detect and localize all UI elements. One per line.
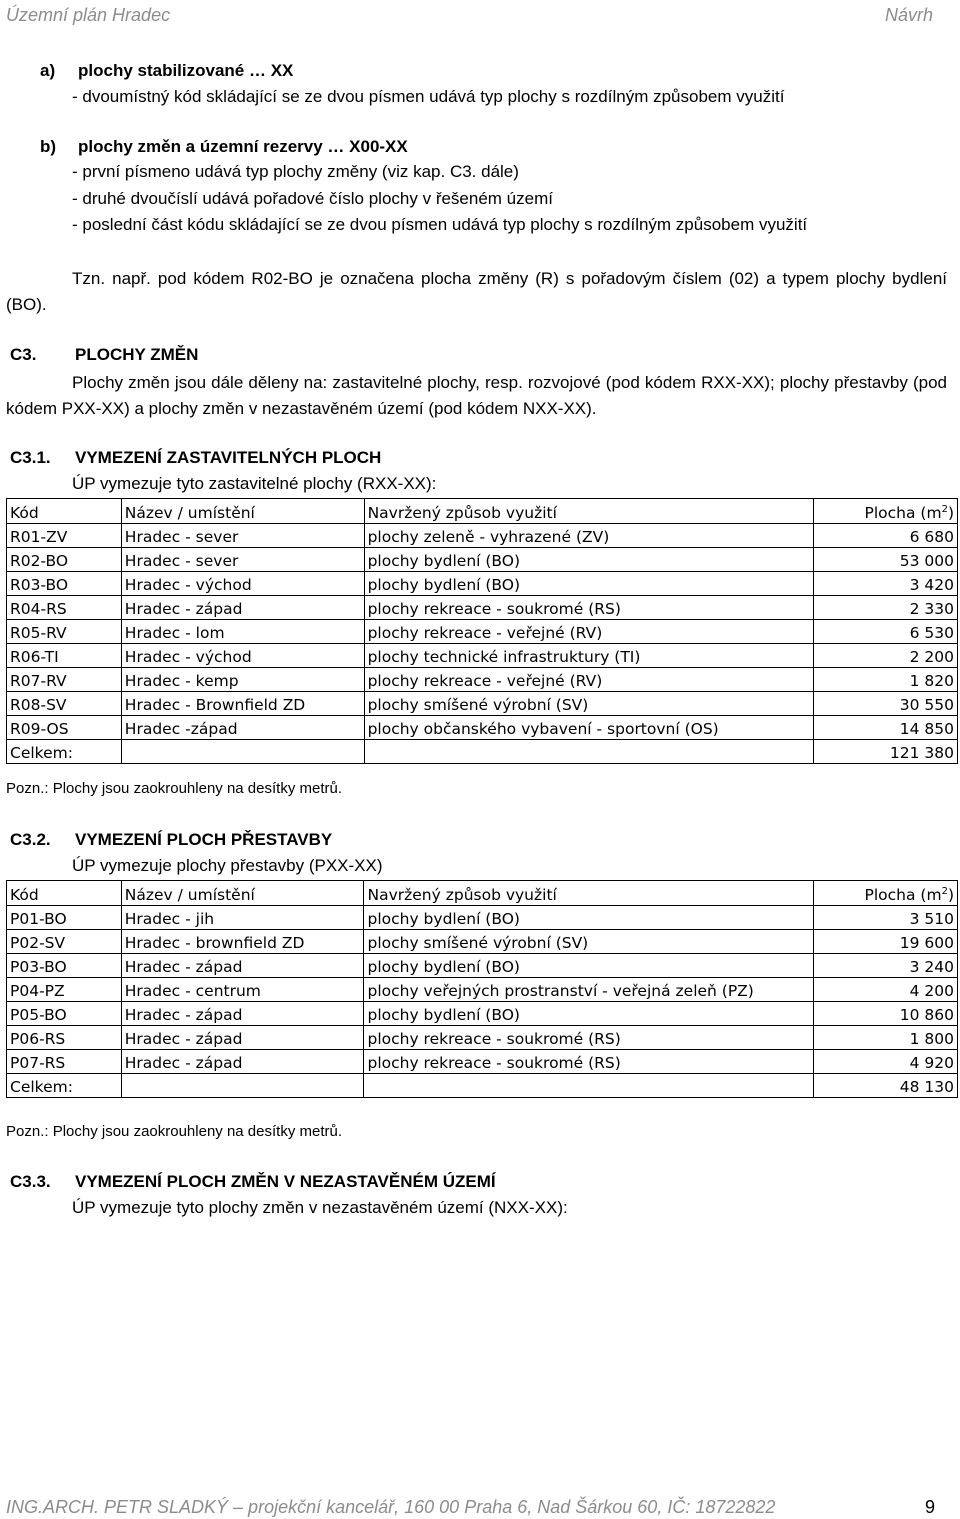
cell-name: Hradec - jih	[121, 906, 364, 930]
item-b-line-3: - poslední část kódu skládající se ze dvou písmen udává typ plochy s rozdílným způsobem využití	[72, 215, 808, 234]
section-c32-number: C3.2.	[10, 830, 51, 849]
cell-code: R01-ZV	[7, 524, 122, 548]
cell-name: Hradec - východ	[121, 572, 364, 596]
table-row	[7, 548, 958, 572]
section-c3-number: C3.	[10, 345, 37, 364]
section-c32-intro: ÚP vymezuje plochy přestavby (PXX-XX)	[72, 856, 383, 875]
cell-name: Hradec - lom	[121, 620, 364, 644]
cell-area: 4 920	[814, 1050, 958, 1074]
cell-use: plochy smíšené výrobní (SV)	[364, 692, 814, 716]
item-a-label: a)	[40, 61, 56, 80]
cell-code: P03-BO	[7, 954, 122, 978]
cell-area: 3 420	[814, 572, 958, 596]
item-a-title: plochy stabilizované … XX	[78, 61, 294, 80]
table-row	[7, 1050, 958, 1074]
section-c31-note: Pozn.: Plochy jsou zaokrouhleny na desítky metrů.	[6, 780, 343, 797]
table-row	[7, 644, 958, 668]
empty-cell	[364, 1074, 814, 1098]
column-header-area: Plocha $(m^2)$	[814, 499, 958, 524]
cell-use: plochy bydlení (BO)	[364, 1002, 814, 1026]
cell-code: R07-RV	[7, 668, 122, 692]
cell-code: R08-SV	[7, 692, 122, 716]
cell-name: Hradec - západ	[121, 1026, 364, 1050]
footer-author: ING.ARCH. PETR SLADKÝ – projekční kancelář, 160 00 Praha 6, Nad Šárkou 60, IČ: 18722822	[6, 1497, 776, 1517]
cell-name: Hradec - západ	[121, 954, 364, 978]
total-label: Celkem:	[7, 740, 122, 764]
table-row	[7, 954, 958, 978]
section-c3-title: PLOCHY ZMĚN	[75, 345, 199, 364]
column-header-use: Navržený způsob využití	[364, 881, 814, 906]
cell-use: plochy bydlení (BO)	[364, 548, 814, 572]
item-b-line-1: - první písmeno udává typ plochy změny (viz kap. C3. dále)	[72, 162, 519, 181]
cell-name: Hradec - centrum	[121, 978, 364, 1002]
cell-code: R06-TI	[7, 644, 122, 668]
empty-cell	[364, 740, 814, 764]
cell-area: 6 680	[814, 524, 958, 548]
section-c33-number: C3.3.	[10, 1172, 51, 1191]
header-title: Územní plán Hradec	[6, 5, 171, 25]
cell-use: plochy technické infrastruktury (TI)	[364, 644, 814, 668]
column-header-name: Název / umístění	[121, 499, 364, 524]
table-row	[7, 978, 958, 1002]
cell-area: 3 240	[814, 954, 958, 978]
cell-area: 2 200	[814, 644, 958, 668]
cell-use: plochy rekreace - veřejné (RV)	[364, 620, 814, 644]
column-header-area: Plocha $(m^2)$	[814, 881, 958, 906]
table-row	[7, 1002, 958, 1026]
cell-code: R02-BO	[7, 548, 122, 572]
cell-use: plochy rekreace - veřejné (RV)	[364, 668, 814, 692]
cell-area: 19 600	[814, 930, 958, 954]
table-header-row	[7, 881, 958, 906]
cell-area: 30 550	[814, 692, 958, 716]
cell-code: P02-SV	[7, 930, 122, 954]
cell-use: plochy občanského vybavení - sportovní (OS)	[364, 716, 814, 740]
table-row	[7, 524, 958, 548]
section-c31-intro: ÚP vymezuje tyto zastavitelné plochy (RXX-XX):	[72, 474, 437, 493]
cell-code: R03-BO	[7, 572, 122, 596]
table-row	[7, 692, 958, 716]
empty-cell	[121, 1074, 364, 1098]
total-value: 121 380	[814, 740, 958, 764]
cell-area: 53 000	[814, 548, 958, 572]
total-label: Celkem:	[7, 1074, 122, 1098]
empty-cell	[121, 740, 364, 764]
column-header-name: Název / umístění	[121, 881, 364, 906]
cell-name: Hradec - východ	[121, 644, 364, 668]
column-header-code: Kód	[7, 499, 122, 524]
cell-area: 2 330	[814, 596, 958, 620]
example-paragraph: Tzn. např. pod kódem R02-BO je označena plocha změny (R) s pořadovým číslem (02) a typem plochy bydlení (BO).	[6, 269, 947, 314]
column-header-code: Kód	[7, 881, 122, 906]
table-row	[7, 1026, 958, 1050]
table-row	[7, 716, 958, 740]
cell-use: plochy veřejných prostranství - veřejná zeleň (PZ)	[364, 978, 814, 1002]
cell-use: plochy bydlení (BO)	[364, 906, 814, 930]
cell-code: R05-RV	[7, 620, 122, 644]
cell-use: plochy rekreace - soukromé (RS)	[364, 1050, 814, 1074]
section-c33-intro: ÚP vymezuje tyto plochy změn v nezastavěném území (NXX-XX):	[72, 1198, 568, 1217]
cell-area: 4 200	[814, 978, 958, 1002]
cell-name: Hradec - západ	[121, 1050, 364, 1074]
cell-name: Hradec - západ	[121, 596, 364, 620]
cell-name: Hradec - kemp	[121, 668, 364, 692]
table-row	[7, 572, 958, 596]
cell-code: P05-BO	[7, 1002, 122, 1026]
cell-name: Hradec - brownfield ZD	[121, 930, 364, 954]
cell-name: Hradec - Brownfield ZD	[121, 692, 364, 716]
section-c32-title: VYMEZENÍ PLOCH PŘESTAVBY	[75, 830, 333, 849]
cell-code: R04-RS	[7, 596, 122, 620]
table-row	[7, 596, 958, 620]
cell-use: plochy bydlení (BO)	[364, 954, 814, 978]
cell-name: Hradec - sever	[121, 524, 364, 548]
item-b-line-2: - druhé dvoučíslí udává pořadové číslo plochy v řešeném území	[72, 189, 553, 208]
table-row	[7, 906, 958, 930]
table-row	[7, 620, 958, 644]
section-c33-title: VYMEZENÍ PLOCH ZMĚN V NEZASTAVĚNÉM ÚZEMÍ	[75, 1172, 496, 1191]
cell-name: Hradec - sever	[121, 548, 364, 572]
total-value: 48 130	[814, 1074, 958, 1098]
cell-area: 14 850	[814, 716, 958, 740]
table-row	[7, 930, 958, 954]
section-c3-text: Plochy změn jsou dále děleny na: zastavitelné plochy, resp. rozvojové (pod kódem RXX-XX); plochy přestavby (pod kódem PXX-XX) a plochy změn v nezastavěném území (pod kódem NXX-XX).	[6, 373, 947, 418]
table-header-row	[7, 499, 958, 524]
cell-area: 1 800	[814, 1026, 958, 1050]
cell-name: Hradec -západ	[121, 716, 364, 740]
cell-use: plochy bydlení (BO)	[364, 572, 814, 596]
header-status: Návrh	[884, 5, 933, 25]
page-number: 9	[924, 1497, 935, 1517]
cell-area: 10 860	[814, 1002, 958, 1026]
cell-area: 3 510	[814, 906, 958, 930]
cell-use: plochy zeleně - vyhrazené (ZV)	[364, 524, 814, 548]
section-c31-title: VYMEZENÍ ZASTAVITELNÝCH PLOCH	[75, 448, 382, 467]
cell-code: P01-BO	[7, 906, 122, 930]
cell-area: 1 820	[814, 668, 958, 692]
cell-code: P04-PZ	[7, 978, 122, 1002]
cell-use: plochy rekreace - soukromé (RS)	[364, 1026, 814, 1050]
item-a-line: - dvoumístný kód skládající se ze dvou písmen udává typ plochy s rozdílným způsobem využití	[72, 87, 785, 106]
column-header-use: Navržený způsob využití	[364, 499, 814, 524]
item-b-label: b)	[40, 137, 57, 156]
table-row	[7, 668, 958, 692]
section-c32-note: Pozn.: Plochy jsou zaokrouhleny na desítky metrů.	[6, 1123, 343, 1140]
section-c31-number: C3.1.	[10, 448, 51, 467]
cell-code: R09-OS	[7, 716, 122, 740]
cell-area: 6 530	[814, 620, 958, 644]
zastavitelne-plochy-table	[6, 498, 958, 764]
cell-code: P06-RS	[7, 1026, 122, 1050]
cell-code: P07-RS	[7, 1050, 122, 1074]
cell-use: plochy smíšené výrobní (SV)	[364, 930, 814, 954]
table-total-row	[7, 740, 958, 764]
cell-name: Hradec - západ	[121, 1002, 364, 1026]
table-total-row	[7, 1074, 958, 1098]
cell-use: plochy rekreace - soukromé (RS)	[364, 596, 814, 620]
prestavba-plochy-table	[6, 880, 958, 1098]
item-b-title: plochy změn a územní rezervy … X00-XX	[78, 137, 408, 156]
